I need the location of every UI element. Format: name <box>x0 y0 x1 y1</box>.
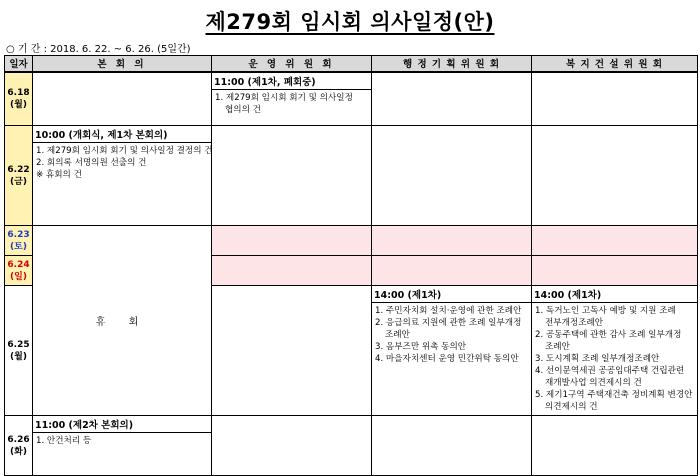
steering-cell <box>212 72 372 126</box>
welfare-cell <box>532 416 698 476</box>
row-0626 <box>5 416 698 476</box>
plenary-cell <box>33 72 212 126</box>
col-plenary: 본 회 의 <box>33 56 212 72</box>
row-0618 <box>5 72 698 126</box>
document-title: 제279회 임시회 의사일정(안) <box>205 10 495 34</box>
date-cell: 6.24 (일) <box>5 256 33 286</box>
welfare-cell <box>532 72 698 126</box>
welfare-cell <box>532 226 698 256</box>
steering-cell <box>212 256 372 286</box>
recess-cell: 휴 회 <box>33 226 212 416</box>
col-steering: 운 영 위 원 회 <box>212 56 372 72</box>
header-row <box>5 56 698 72</box>
admin-cell <box>372 226 532 256</box>
col-date: 일자 <box>5 56 33 72</box>
agenda-list: 1. 제279회 임시회 회기 및 의사일정 결정의 건 2. 회의록 서명의원 선출의 건 ※ 휴회의 건 <box>36 146 213 180</box>
plenary-cell <box>33 416 212 476</box>
admin-cell <box>372 126 532 226</box>
session-time: 11:00 (제1차, 폐회중) <box>212 73 371 90</box>
agenda-list: 1. 제279회 임시회 회기 및 의사일정 협의의 건 <box>215 92 353 115</box>
welfare-cell <box>532 126 698 226</box>
welfare-cell <box>532 256 698 286</box>
schedule-table <box>4 55 698 476</box>
steering-cell <box>212 416 372 476</box>
session-time: 11:00 (제2차 본회의) <box>33 416 211 433</box>
row-0623 <box>5 226 698 256</box>
session-period: ○ 기 간 : 2018. 6. 22. ~ 6. 26. (5일간) <box>6 44 191 55</box>
date-cell: 6.22 (금) <box>5 126 33 226</box>
col-admin: 행 정 기 획 위 원 회 <box>372 56 532 72</box>
agenda-list: 1. 주민자치회 설치·운영에 관한 조례안 2. 응급의료 지원에 관한 조례 일부개정 조례안 3. 옴부즈만 위촉 동의안 4. 마을자치센터 운영 민간위탁 동의안 <box>375 306 522 364</box>
admin-cell <box>372 286 532 416</box>
admin-cell <box>372 256 532 286</box>
steering-cell <box>212 286 372 416</box>
agenda-list: 1. 안건처리 등 <box>36 436 92 446</box>
row-0622 <box>5 126 698 226</box>
date-cell: 6.23 (토) <box>5 226 33 256</box>
plenary-cell <box>33 126 212 226</box>
session-time: 14:00 (제1차) <box>532 286 697 303</box>
welfare-cell <box>532 286 698 416</box>
session-time: 10:00 (개회식, 제1차 본회의) <box>33 126 211 143</box>
col-welfare: 복 지 건 설 위 원 회 <box>532 56 698 72</box>
date-cell: 6.26 (화) <box>5 416 33 476</box>
steering-cell <box>212 226 372 256</box>
date-cell: 6.18 (월) <box>5 72 33 126</box>
steering-cell <box>212 126 372 226</box>
session-time: 14:00 (제1차) <box>372 286 531 303</box>
admin-cell <box>372 416 532 476</box>
admin-cell <box>372 72 532 126</box>
date-cell: 6.25 (월) <box>5 286 33 416</box>
agenda-list: 1. 독거노인 고독사 예방 및 지원 조례 전부개정조례안 2. 공동주택에 관한 감사 조례 일부개정 조례안 3. 도시계획 조례 일부개정조례안 4. 선이문역세권 공공임대주택 건립관련 재개발사업 의견제시의 건 5. 제기1구역 주택재건축 정비계획 변경안 의견제시의 건 <box>535 306 693 412</box>
